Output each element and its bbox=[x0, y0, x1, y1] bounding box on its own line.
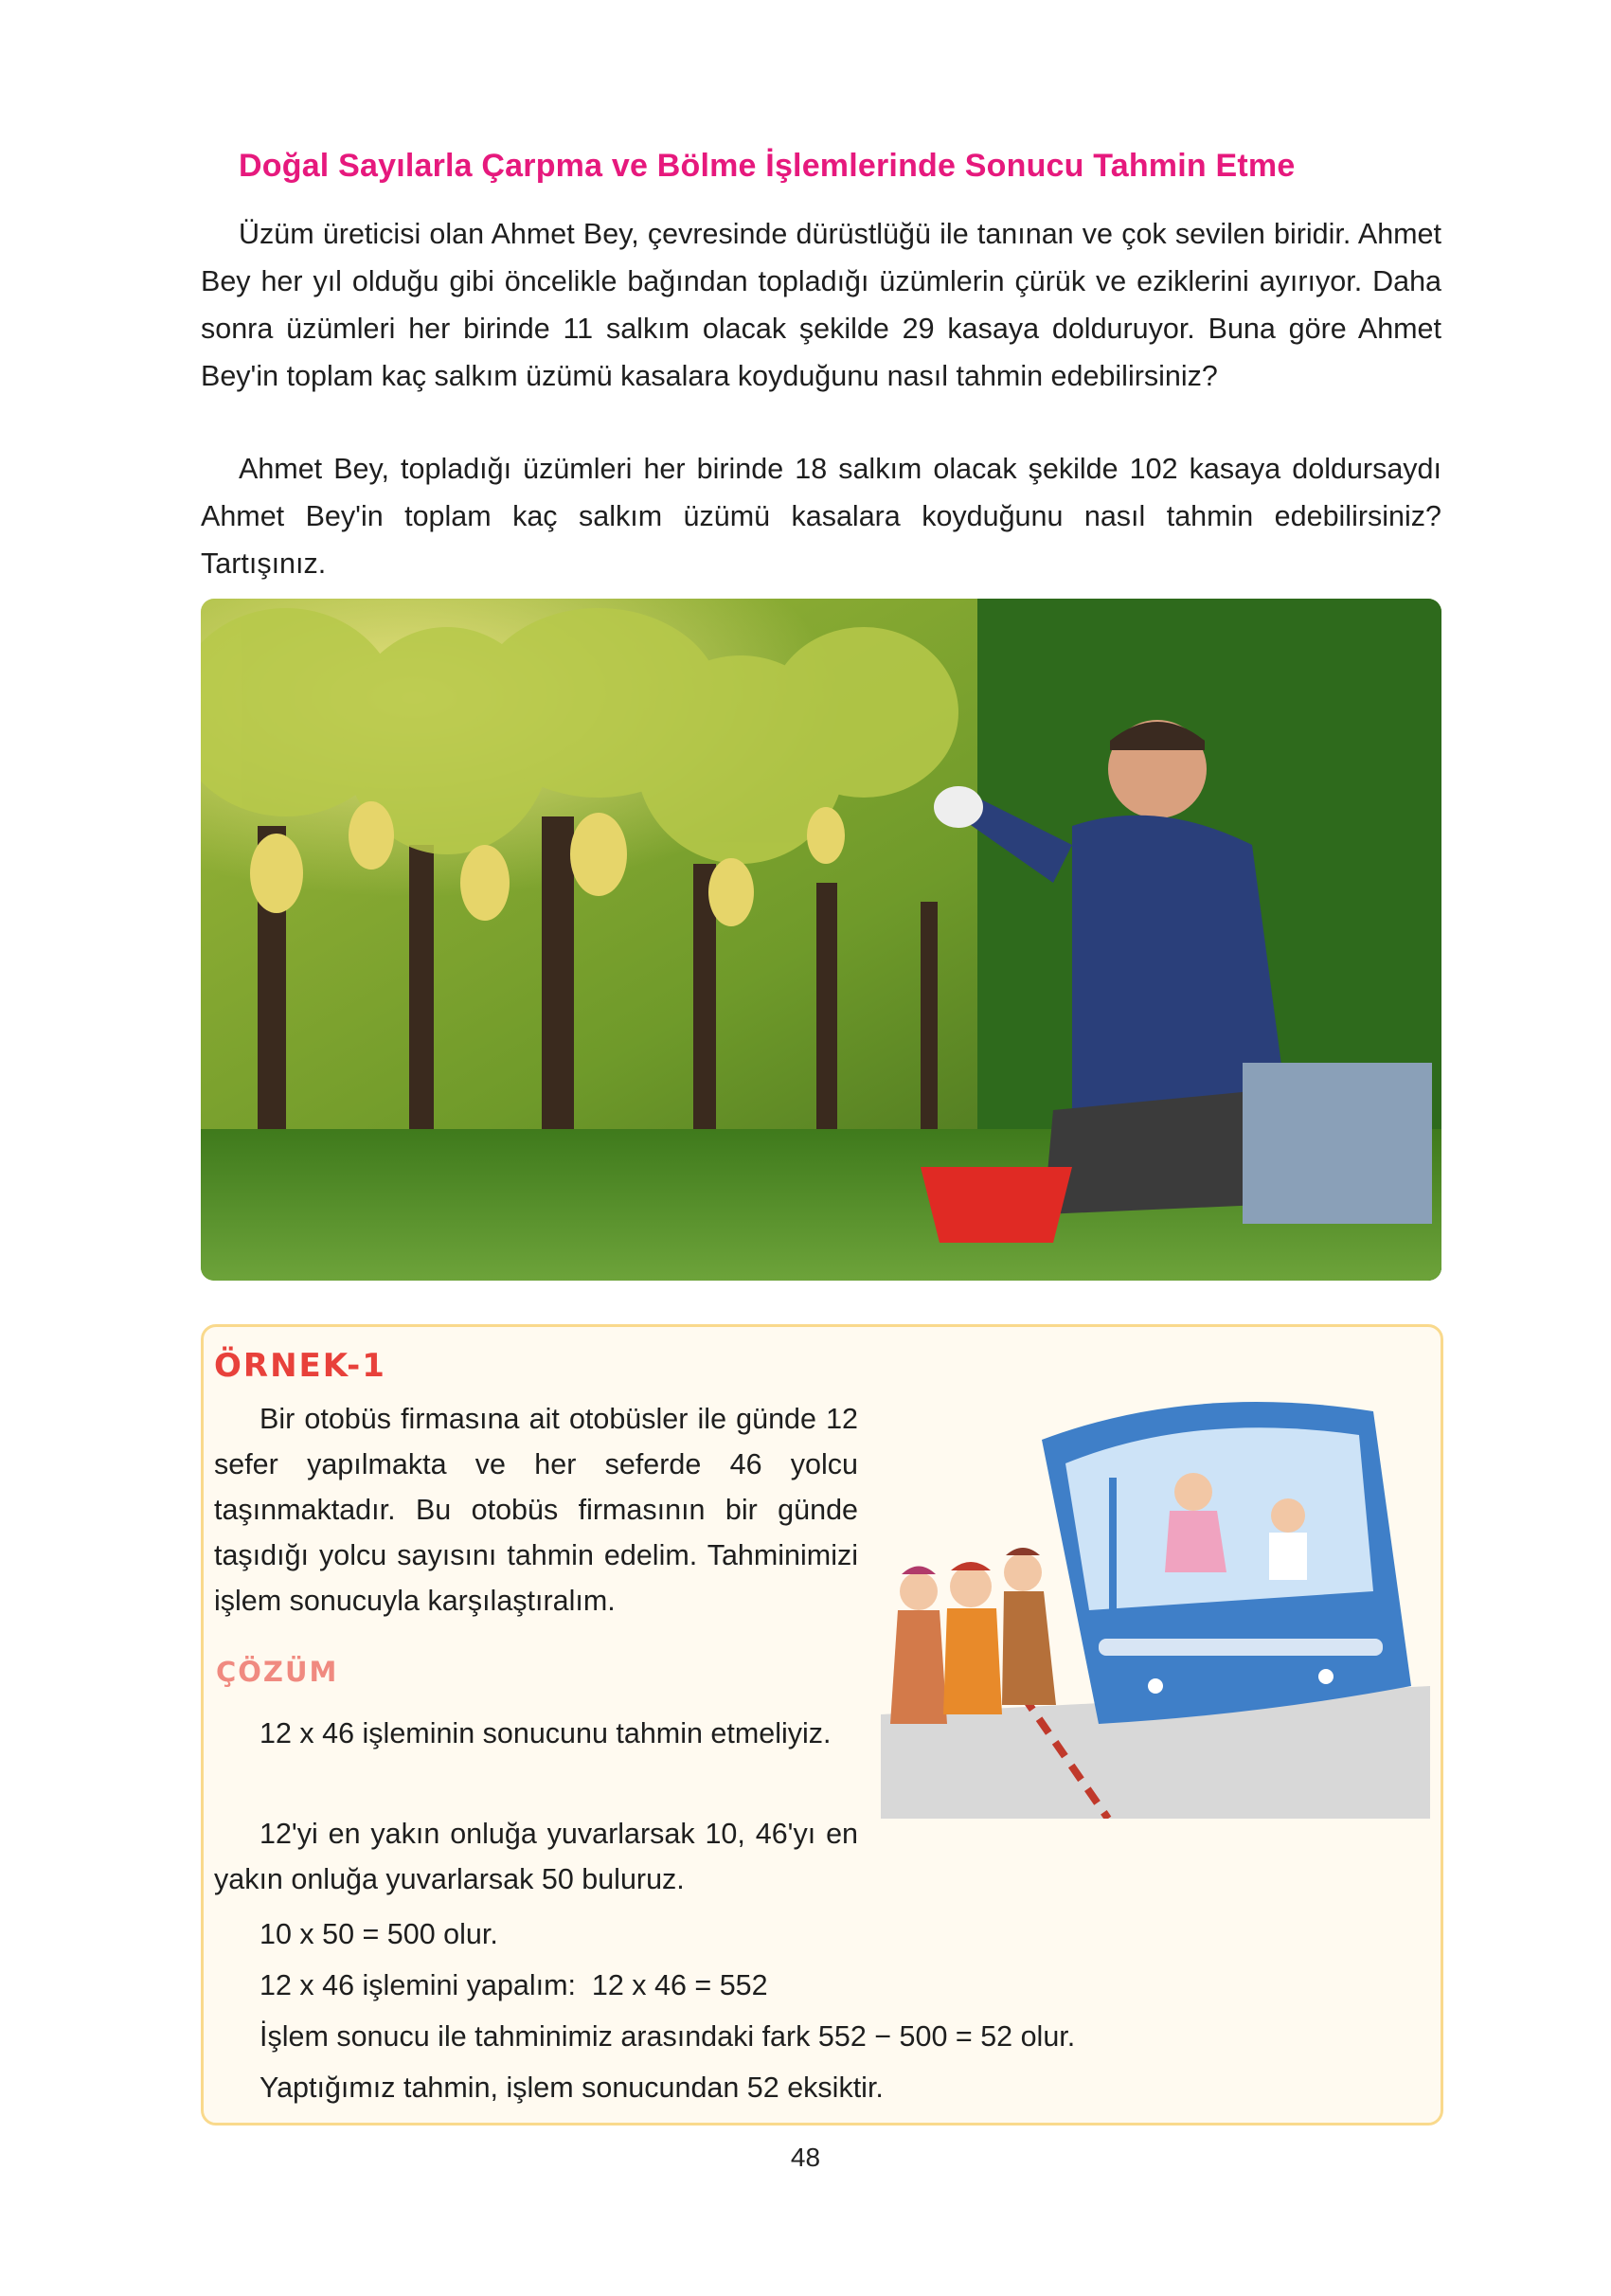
solution-line-3: 10 x 50 = 500 olur. bbox=[260, 1918, 498, 1950]
section-title: Doğal Sayılarla Çarpma ve Bölme İşlemlerinde Sonucu Tahmin Etme bbox=[239, 148, 1296, 184]
vineyard-photo bbox=[201, 599, 1441, 1281]
solution-line-4: 12 x 46 işlemini yapalım: 12 x 46 = 552 bbox=[260, 1969, 768, 2001]
solution-heading: ÇÖZÜM bbox=[216, 1656, 339, 1688]
bus-illustration bbox=[881, 1373, 1430, 1819]
page-number: 48 bbox=[790, 2143, 821, 2172]
solution-line-5: İşlem sonucu ile tahminimiz arasındaki fark 552 − 500 = 52 olur. bbox=[260, 2020, 1076, 2053]
intro-paragraph-2: Ahmet Bey, topladığı üzümleri her birinde 18 salkım olacak şekilde 102 kasaya doldursaydı Ahmet Bey'in toplam kaç salkım üzümü kasalara koyduğunu nasıl tahmin edebilirsiniz? Tartışınız. bbox=[201, 453, 1441, 580]
example-heading: ÖRNEK-1 bbox=[214, 1347, 386, 1385]
intro-paragraph-1: Üzüm üreticisi olan Ahmet Bey, çevresinde dürüstlüğü ile tanınan ve çok sevilen biridir. Ahmet Bey her yıl olduğu gibi öncelikle bağından topladığı üzümlerin çürük ve eziklerini ayırıyor. Daha sonra üzümleri her birinde 11 salkım olacak şekilde 29 kasaya dolduruyor. Buna göre Ahmet Bey'in toplam kaç salkım üzümü kasalara koyduğunu nasıl tahmin edebilirsiniz? bbox=[201, 218, 1441, 392]
solution-line-6: Yaptığımız tahmin, işlem sonucundan 52 eksiktir. bbox=[260, 2072, 884, 2104]
solution-line-1: 12 x 46 işleminin sonucunu tahmin etmeliyiz. bbox=[260, 1717, 832, 1749]
example-text: Bir otobüs firmasına ait otobüsler ile günde 12 sefer yapılmakta ve her seferde 46 yolcu taşınmaktadır. Bu otobüs firmasının bir günde taşıdığı yolcu sayısını tahmin edelim. Tahminimizi işlem sonucuyla karşılaştıralım. bbox=[214, 1403, 858, 1617]
solution-line-2: 12'yi en yakın onluğa yuvarlarsak 10, 46'yı en yakın onluğa yuvarlarsak 50 buluruz. bbox=[214, 1818, 858, 1895]
